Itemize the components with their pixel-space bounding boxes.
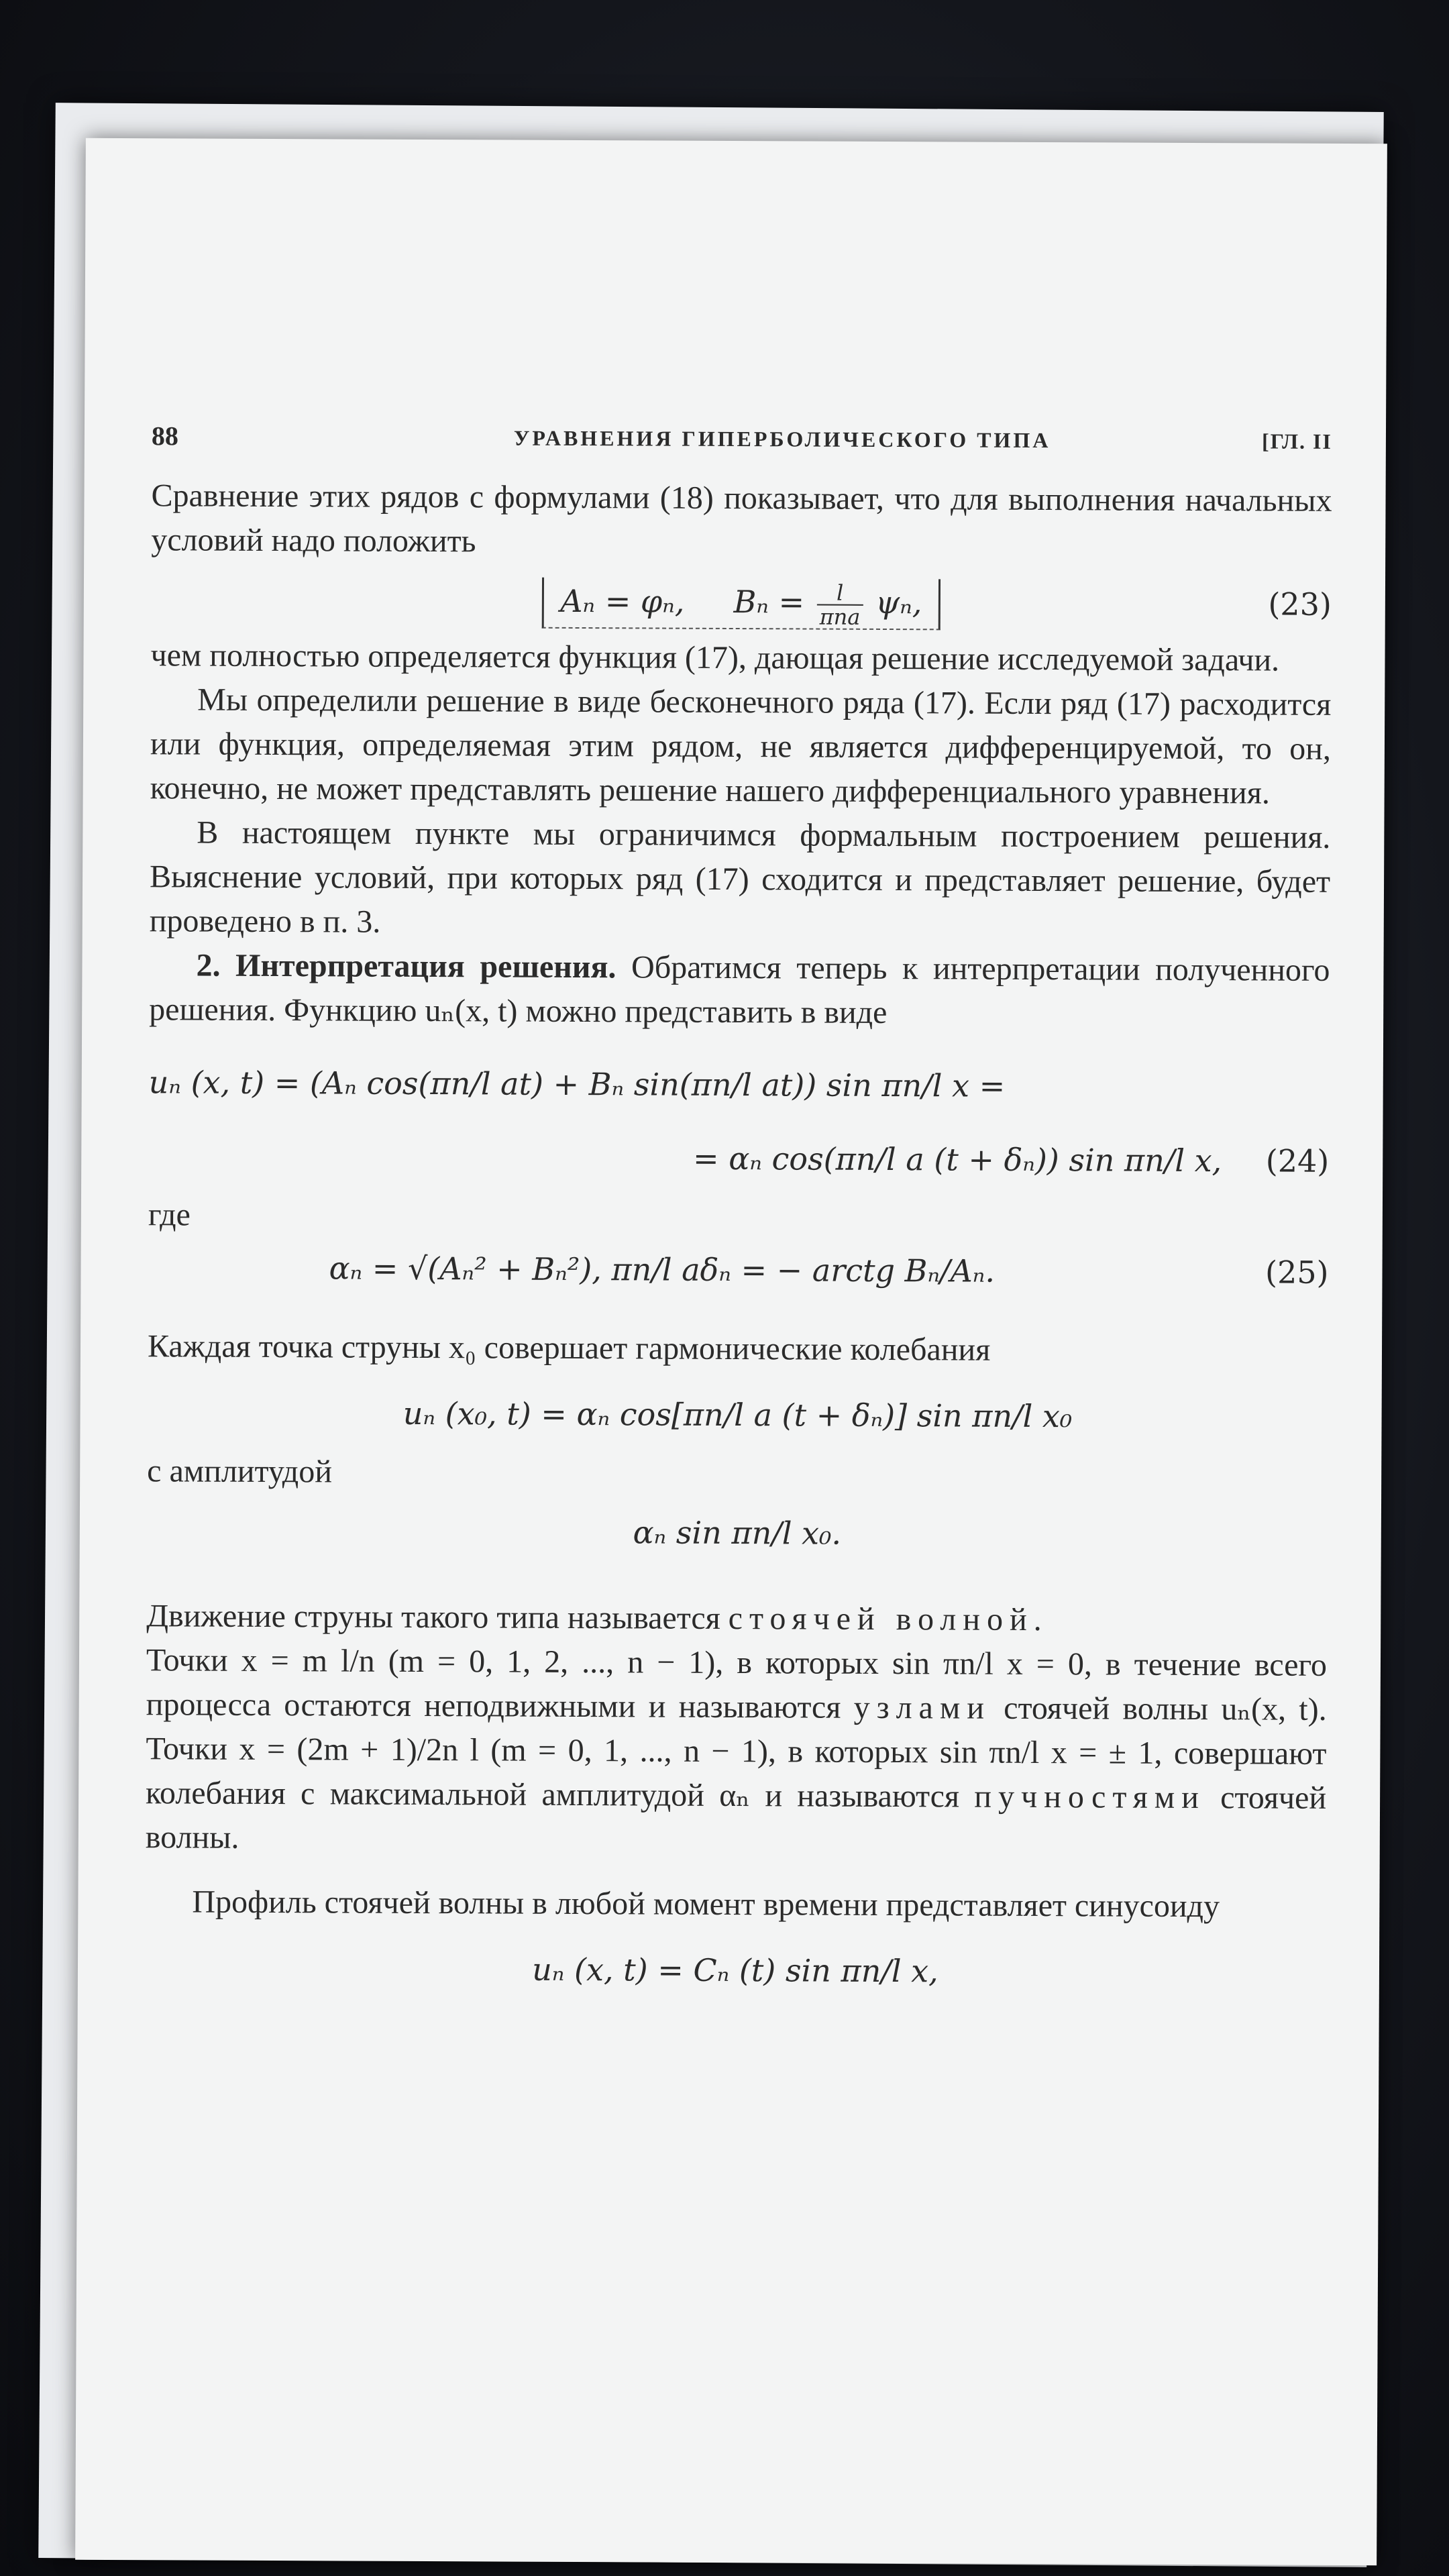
equation-number: (25) (1265, 1254, 1329, 1291)
eq23-fraction (817, 582, 863, 629)
paragraph (149, 943, 1330, 1037)
term-antinodes: пучностями (974, 1778, 1205, 1816)
paragraph-text: стоячей волны. (145, 1780, 1327, 1856)
running-title: УРАВНЕНИЯ ГИПЕРБОЛИЧЕСКОГО ТИПА (513, 425, 1051, 453)
paragraph (146, 1594, 1327, 1644)
eq23-numerator: l (817, 582, 863, 606)
term-nodes: узлами (853, 1689, 991, 1726)
paragraph-text: Точки x = m l/n (m = 0, 1, 2, ..., n − 1), в которых sin πn/l x = 0, в течение всего процесса остаются неподвижными и называются (146, 1642, 1328, 1725)
paragraph: В настоящем пункте мы ограничимся формальным построением решения. Выяснение условий, при которых ряд (17) сходится и представляет решение, будет проведено в п. 3. (149, 814, 1331, 940)
eq25: αₙ = √(Aₙ² + Bₙ²), πn/l aδₙ = − arctg Bₙ/Aₙ. (329, 1250, 996, 1289)
equation-oscillation (147, 1389, 1328, 1441)
eq-oscillation: uₙ (x₀, t) = αₙ cos[πn/l a (t + δₙ)] sin πn/l x₀ (402, 1395, 1073, 1435)
paragraph-text: стоячей волны uₙ(x, t). Точки x = (2m + 1)/2n l (m = 0, 1, ..., n − 1), в которых sin πn/l x = ± 1, совершают колебания с максимальной амплитудой αₙ и называются (146, 1690, 1327, 1815)
eq24-line1: uₙ (x, t) = (Aₙ cos(πn/l at) + Bₙ sin(πn/l at)) sin πn/l x = (148, 1064, 1006, 1104)
equation-number: (23) (1268, 586, 1332, 623)
page-number: 88 (151, 421, 179, 451)
paragraph-text: Обратимся теперь к интерпретации полученного решения. Функцию uₙ(x, t) можно представить в виде (149, 949, 1330, 1031)
term-standing-wave: стоячей волной. (728, 1600, 1049, 1638)
paragraph: Профиль стоячей волны в любой момент времени представляет синусоиду (192, 1884, 1220, 1925)
paragraph: Мы определили решение в виде бесконечного ряда (17). Если ряд (17) расходится или функция, определяемая этим рядом, не является дифференцируемой, то он, конечно, не может представлять решение нашего дифференциального уравнения. (150, 682, 1332, 811)
equation-25 (148, 1244, 1328, 1296)
where-label: где (148, 1197, 191, 1233)
page-header (152, 420, 1332, 466)
book-page (75, 138, 1387, 2565)
paragraph-text: Движение струны такого типа называется (146, 1598, 729, 1636)
eq23-b-left: Bₙ = (733, 584, 805, 621)
eq24-line2: = αₙ cos(πn/l a (t + δₙ)) sin πn/l x, (692, 1140, 1222, 1179)
chapter-label: [ГЛ. II (1261, 429, 1333, 453)
equation-24-line2 (148, 1132, 1329, 1185)
paragraph (146, 1638, 1327, 1865)
eq23-a: Aₙ = φₙ, (560, 582, 685, 620)
eq23-denominator: πna (819, 604, 861, 630)
equation-24-line1 (149, 1059, 1330, 1111)
equation-number: (24) (1265, 1142, 1330, 1179)
paragraph: Каждая точка струны x₀ совершает гармонические колебания (147, 1328, 991, 1368)
equation-profile (145, 1944, 1326, 1996)
equation-amplitude (147, 1507, 1328, 1559)
paragraph: с амплитудой (147, 1453, 333, 1490)
paragraph: Сравнение этих рядов с формулами (18) показывает, что для выполнения начальных условий надо положить (151, 478, 1332, 559)
eq-profile: uₙ (x, t) = Cₙ (t) sin πn/l x, (532, 1951, 938, 1990)
paragraph: чем полностью определяется функция (17), дающая решение исследуемой задачи. (150, 637, 1280, 678)
section-heading: 2. Интерпретация решения. (196, 947, 616, 985)
eq-amplitude: αₙ sin πn/l x₀. (633, 1514, 842, 1552)
page-body (145, 474, 1332, 1996)
equation-23 (151, 576, 1332, 632)
eq23-b-right: ψₙ, (875, 584, 922, 621)
